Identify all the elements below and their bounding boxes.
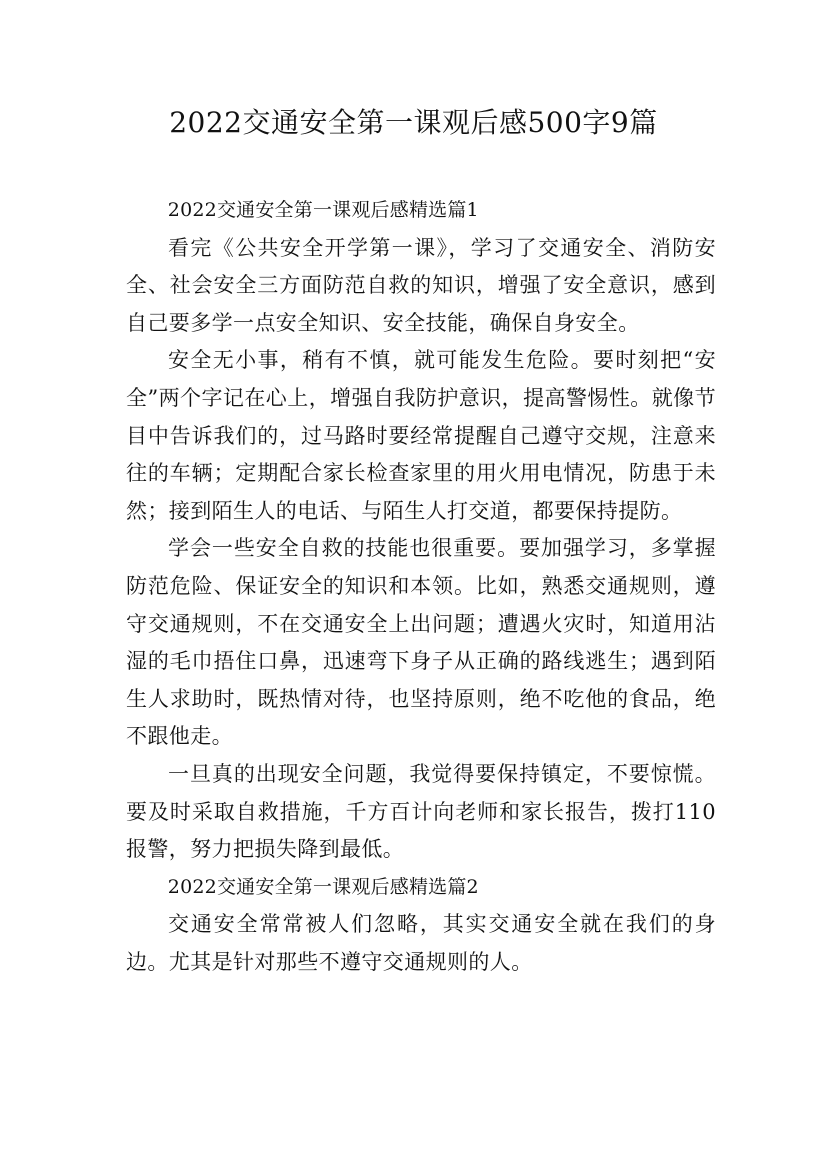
section-heading: 2022交通安全第一课观后感精选篇1 [167,199,479,221]
body-paragraph: 一旦真的出现安全问题，我觉得要保持镇定，不要惊慌。要及时采取自救措施，千方百计向老师和家长报告，拨打110报警，努力把损失降到最低。 [126,761,716,862]
body-paragraph: 交通安全常常被人们忽略，其实交通安全就在我们的身边。尤其是针对那些不遵守交通规则的人。 [126,912,716,974]
section-heading: 2022交通安全第一课观后感精选篇2 [167,875,479,898]
document-body [126,192,716,981]
document-title: 2022交通安全第一课观后感500字9篇 [169,106,658,139]
body-paragraph: 安全无小事，稍有不慎，就可能发生危险。要时刻把“安全”两个字记在心上，增强自我防护意识，提高警惕性。就像节目中告诉我们的，过马路时要经常提醒自己遵守交规，注意来往的车辆；定期配合家长检查家里的用火用电情况，防患于未然；接到陌生人的电话、与陌生人打交道，都要保持提防。 [126,348,716,523]
body-paragraph: 看完《公共安全开学第一课》，学习了交通安全、消防安全、社会安全三方面防范自救的知识，增强了安全意识，感到自己要多学一点安全知识、安全技能，确保自身安全。 [126,235,716,335]
body-paragraph: 学会一些安全自救的技能也很重要。要加强学习，多掌握防范危险、保证安全的知识和本领。比如，熟悉交通规则，遵守交通规则，不在交通安全上出问题；遭遇火灾时，知道用沾湿的毛巾捂住口鼻，迅速弯下身子从正确的路线逃生；遇到陌生人求助时，既热情对待，也坚持原则，绝不吃他的食品，绝不跟他走。 [126,536,716,749]
